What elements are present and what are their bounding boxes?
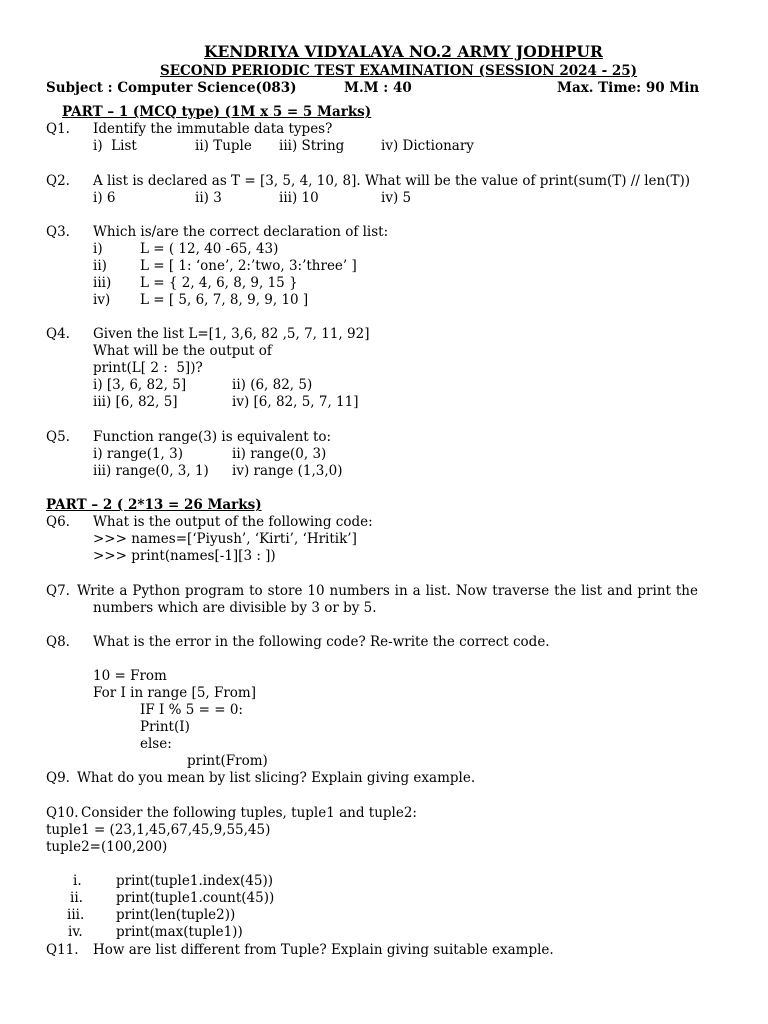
q6-number: Q6. [46, 514, 70, 530]
q11-number: Q11. [46, 942, 79, 958]
q6-text: What is the output of the following code: [93, 514, 373, 530]
q8-code-line: print(From) [187, 753, 268, 769]
q10-number: Q10. [46, 805, 79, 821]
q8-number: Q8. [46, 634, 70, 650]
q1-number: Q1. [46, 121, 70, 137]
q1-text: Identify the immutable data types? [93, 121, 333, 137]
q3-number: Q3. [46, 224, 70, 240]
q10-item-text: print(tuple1.index(45)) [116, 873, 273, 889]
q9-number: Q9. [46, 770, 70, 786]
q4-number: Q4. [46, 326, 70, 342]
q10-item-text: print(tuple1.count(45)) [116, 890, 275, 906]
q8-code-line: IF I % 5 = = 0: [140, 702, 243, 718]
q7-text-line-1: Write a Python program to store 10 numbers in a list. Now traverse the list and print the [77, 583, 698, 599]
q1-option-1: i) List [93, 138, 137, 154]
q5-text: Function range(3) is equivalent to: [93, 429, 332, 445]
q10-item-num: iv. [68, 924, 83, 940]
q5-option-2: ii) range(0, 3) [232, 446, 327, 462]
q10-tuple2: tuple2=(100,200) [46, 839, 168, 855]
q10-item-num: ii. [70, 890, 83, 906]
q8-code-line: 10 = From [93, 668, 167, 684]
q3-option-num: iv) [93, 292, 111, 308]
q10-item-num: i. [73, 873, 82, 889]
q2-option-3: iii) 10 [279, 190, 319, 206]
q3-option-text: L = ( 12, 40 -65, 43) [140, 241, 279, 257]
q5-option-1: i) range(1, 3) [93, 446, 183, 462]
q2-option-1: i) 6 [93, 190, 116, 206]
q1-option-4: iv) Dictionary [381, 138, 474, 154]
q2-text: A list is declared as T = [3, 5, 4, 10, 8]. What will be the value of print(sum(T) // len(T)) [93, 173, 691, 189]
q10-item-num: iii. [67, 907, 85, 923]
q4-line-1: Given the list L=[1, 3,6, 82 ,5, 7, 11, 92] [93, 326, 370, 342]
q8-text: What is the error in the following code? Re-write the correct code. [93, 634, 550, 650]
q11-text: How are list different from Tuple? Explain giving suitable example. [93, 942, 554, 958]
q3-text: Which is/are the correct declaration of list: [93, 224, 389, 240]
q7-number: Q7. [46, 583, 70, 599]
exam-title: SECOND PERIODIC TEST EXAMINATION (SESSION 2024 - 25) [160, 63, 638, 79]
q8-code-line: else: [140, 736, 172, 752]
q5-option-3: iii) range(0, 3, 1) [93, 463, 209, 479]
q10-item-text: print(len(tuple2)) [116, 907, 236, 923]
q10-tuple1: tuple1 = (23,1,45,67,45,9,55,45) [46, 822, 271, 838]
q3-option-text: L = { 2, 4, 6, 8, 9, 15 } [140, 275, 298, 291]
q3-option-text: L = [ 1: ‘one’, 2:’two, 3:’three’ ] [140, 258, 357, 274]
q4-option-1: i) [3, 6, 82, 5] [93, 377, 187, 393]
q4-option-3: iii) [6, 82, 5] [93, 394, 178, 410]
q10-text: Consider the following tuples, tuple1 and tuple2: [81, 805, 417, 821]
q5-option-4: iv) range (1,3,0) [232, 463, 343, 479]
q6-code-line: >>> print(names[-1][3 : ]) [93, 548, 276, 564]
q2-option-2: ii) 3 [195, 190, 222, 206]
q6-code-line: >>> names=[‘Piyush’, ‘Kirti’, ‘Hritik’] [93, 531, 357, 547]
q4-line-3: print(L[ 2 : 5])? [93, 360, 203, 376]
q5-number: Q5. [46, 429, 70, 445]
subject-line: Subject : Computer Science(083) [46, 80, 297, 96]
q4-line-2: What will be the output of [93, 343, 272, 359]
q10-item-text: print(max(tuple1)) [116, 924, 243, 940]
q1-option-3: iii) String [279, 138, 345, 154]
q9-text: What do you mean by list slicing? Explain giving example. [77, 770, 476, 786]
q3-option-text: L = [ 5, 6, 7, 8, 9, 9, 10 ] [140, 292, 309, 308]
q2-option-4: iv) 5 [381, 190, 412, 206]
q3-option-num: iii) [93, 275, 112, 291]
q2-number: Q2. [46, 173, 70, 189]
q3-option-num: i) [93, 241, 103, 257]
part2-heading: PART – 2 ( 2*13 = 26 Marks) [46, 497, 262, 513]
part1-heading: PART – 1 (MCQ type) (1M x 5 = 5 Marks) [62, 104, 372, 120]
school-name: KENDRIYA VIDYALAYA NO.2 ARMY JODHPUR [204, 42, 603, 61]
q4-option-2: ii) (6, 82, 5) [232, 377, 313, 393]
q1-option-2: ii) Tuple [195, 138, 252, 154]
q7-text-line-2: numbers which are divisible by 3 or by 5. [93, 600, 377, 616]
max-marks: M.M : 40 [344, 80, 412, 96]
max-time: Max. Time: 90 Min [557, 80, 700, 96]
q4-option-4: iv) [6, 82, 5, 7, 11] [232, 394, 359, 410]
q8-code-line: For I in range [5, From] [93, 685, 257, 701]
q3-option-num: ii) [93, 258, 107, 274]
q8-code-line: Print(I) [140, 719, 190, 735]
